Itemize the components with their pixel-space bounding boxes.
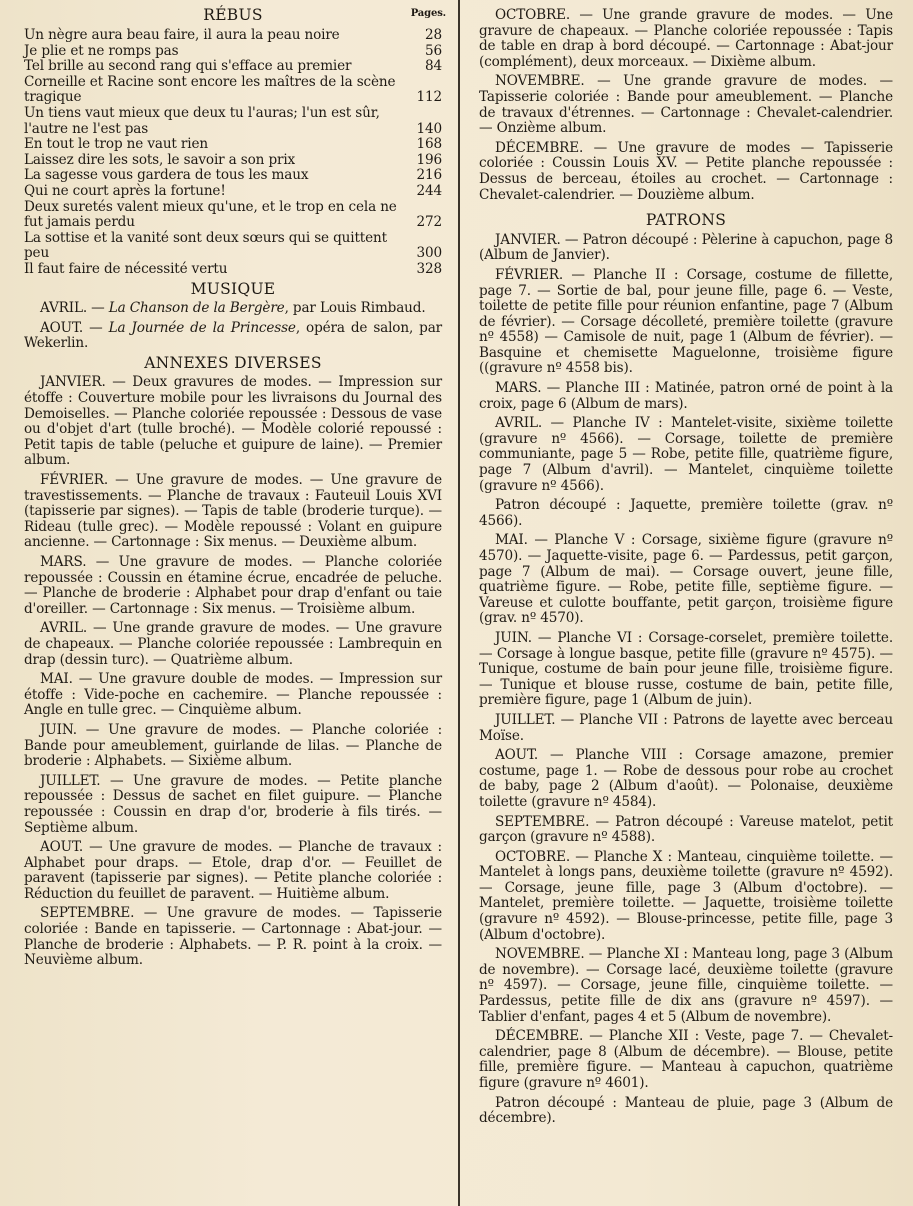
rebus-text: Je plie et ne romps pas [24, 42, 179, 59]
rebus-text: En tout le trop ne vaut rien [24, 136, 208, 153]
rebus-page: 56 [425, 42, 442, 59]
rebus-item [24, 28, 442, 44]
annexe-entry: JANVIER. — Deux gravures de modes. — Impression sur étoffe : Couverture mobile pour les livraisons du Journal des Demoiselles. — Planche coloriée repoussée : Dessous de vase ou d'objet d'art (tulle broché). — Modèle colorié repoussé : Petit tapis de table (peluche et guipure de laine). — Premier album. [24, 374, 442, 469]
rebus-text: Laissez dire les sots, le savoir a son prix [24, 151, 296, 168]
musique-item [24, 321, 442, 352]
patron-entry: Patron découpé : Jaquette, première toilette (grav. nº 4566). [479, 497, 893, 529]
rebus-page: 272 [416, 214, 442, 231]
rebus-page: 168 [416, 136, 442, 153]
annexe-entry: SEPTEMBRE. — Une gravure de modes. — Tapisserie coloriée : Bande en tapisserie. — Cartonnage : Abat-jour. — Planche de broderie : Alphabets. — P. R. point à la croix. — Neuvième album. [24, 905, 442, 969]
rebus-item [24, 137, 442, 153]
rebus-item [24, 168, 442, 184]
musique-month: AOUT. — [40, 319, 103, 336]
patron-entry: SEPTEMBRE. — Patron découpé : Vareuse matelot, petit garçon (gravure nº 4588). [479, 813, 893, 846]
patron-entry: AOUT. — Planche VIII : Corsage amazone, premier costume, page 1. — Robe de dessous pour robe au crochet de baby, page 2 (Album d'août). — Polonaise, deuxième toilette (gravure nº 4584). [479, 747, 893, 810]
annexe-entry: FÉVRIER. — Une gravure de modes. — Une gravure de travestissements. — Planche de travaux : Fauteuil Louis XVI (tapisserie par signes). — Tapis de table (broderie turque). — Rideau (tulle grec). — Modèle repoussé : Volant en guipure ancienne. — Cartonnage : Six menus. — Deuxième album. [24, 472, 442, 551]
right-column [479, 8, 893, 1200]
rebus-page: 196 [416, 151, 442, 168]
rebus-item [24, 153, 442, 169]
patron-entry: MARS. — Planche III : Matinée, patron orné de point à la croix, page 6 (Album de mars). [479, 380, 893, 412]
annexe-entry: DÉCEMBRE. — Une gravure de modes — Tapisserie coloriée : Coussin Louis XV. — Petite planche repoussée : Dessus de berceau, étoiles au crochet. — Cartonnage : Chevalet-calendrier. — Douzième album. [479, 139, 893, 203]
patron-entry: AVRIL. — Planche IV : Mantelet-visite, sixième toilette (gravure nº 4566). — Corsage, toilette de première communiante, page 5 — Robe, petite fille, quatrième figure, page 7 (Album d'avril). — Mantelet, cinquième toilette (gravure nº 4566). [479, 415, 893, 494]
rebus-text: Il faut faire de nécessité vertu [24, 260, 228, 277]
rebus-page: 300 [416, 245, 442, 262]
patron-entry: NOVEMBRE. — Planche XI : Manteau long, page 3 (Album de novembre). — Corsage lacé, deuxième toilette (gravure nº 4597). — Corsage, jeune fille, cinquième toilette. — Pardessus, petite fille de dix ans (gravure nº 4597). — Tablier d'enfant, pages 4 et 5 (Album de novembre). [479, 946, 893, 1025]
patron-entry: FÉVRIER. — Planche II : Corsage, costume de fillette, page 7. — Sortie de bal, pour jeune fille, page 6. — Veste, toilette de petite fille pour réunion enfantine, page 7 (Album de février). — Corsage décolleté, première toilette (gravure nº 4558) — Camisole de nuit, page 1 (Album de février). — Basquine et chemisette Maguelonne, troisième figure ((gravure nº 4558 bis). [479, 266, 893, 377]
musique-work: La Journée de la Princesse [108, 319, 296, 336]
patrons-title: PATRONS [645, 211, 727, 230]
rebus-item [24, 75, 442, 106]
rebus-text: Un nègre aura beau faire, il aura la peau noire [24, 27, 340, 43]
rebus-item [24, 106, 442, 137]
annexe-entry: AOUT. — Une gravure de modes. — Planche de travaux : Alphabet pour draps. — Etole, drap d'or. — Feuillet de paravent (tapisserie par signes). — Petite planche coloriée : Réduction du feuillet de paravent. — Huitième album. [24, 839, 442, 902]
patron-entry: JUIN. — Planche VI : Corsage-corselet, première toilette. — Corsage à longue basque, petite fille (gravure nº 4575). — Tunique, costume de bain pour jeune fille, troisième figure. — Tunique et blouse russe, costume de bain, petite fille, première figure, page 1 (Album de juin). [479, 629, 893, 709]
column-divider [458, 0, 460, 1206]
rebus-page: 216 [416, 167, 442, 184]
pages-label: Pages. [410, 8, 446, 19]
rebus-page: 84 [425, 58, 442, 75]
patron-entry: Patron découpé : Manteau de pluie, page 3 (Album de décembre). [479, 1094, 893, 1127]
rebus-header [24, 6, 446, 28]
annexe-entry: AVRIL. — Une grande gravure de modes. — Une gravure de chapeaux. — Planche coloriée repoussée : Lambrequin en drap (dessin turc). — Quatrième album. [24, 620, 442, 668]
rebus-item [24, 200, 442, 231]
musique-month: AVRIL. — [40, 300, 105, 317]
rebus-text: La sottise et la vanité sont deux sœurs qui se quittent peu [24, 229, 387, 262]
patron-entry: JUILLET. — Planche VII : Patrons de layette avec berceau Moïse. [479, 711, 893, 744]
annexes-title: ANNEXES DIVERSES [144, 353, 322, 372]
annexe-entry: MARS. — Une gravure de modes. — Planche coloriée repoussée : Coussin en étamine écrue, encadrée de peluche. — Planche de broderie : Alphabet pour drap d'enfant ou taie d'oreiller. — Cartonnage : Six menus. — Troisième album. [24, 554, 442, 617]
rebus-text: Deux suretés valent mieux qu'une, et le trop en cela ne fut jamais perdu [24, 198, 397, 231]
patron-entry: OCTOBRE. — Planche X : Manteau, cinquième toilette. — Mantelet à longs pans, deuxième toilette (gravure nº 4592). — Corsage, jeune fille, page 3 (Album d'octobre). — Mantelet, première toilette. — Jaquette, troisième toilette (gravure nº 4592). — Blouse-princesse, petite fille, page 3 (Album d'octobre). [479, 848, 893, 943]
musique-credit: , opéra de salon, par Wekerlin. [24, 319, 442, 352]
rebus-text: Tel brille au second rang qui s'efface au premier [24, 58, 352, 75]
annexe-entry: JUILLET. — Une gravure de modes. — Petite planche repoussée : Dessus de sachet en filet guipure. — Planche repoussée : Coussin en drap d'or, broderie à fils tirés. — Septième album. [24, 772, 442, 836]
annexe-entry: NOVEMBRE. — Une grande gravure de modes. — Tapisserie coloriée : Bande pour ameublement. — Planche de travaux d'étrennes. — Cartonnage : Chevalet-calendrier. — Onzième album. [479, 73, 893, 137]
rebus-item [24, 184, 442, 200]
rebus-item [24, 44, 442, 60]
rebus-page: 140 [416, 120, 442, 137]
patron-entry: JANVIER. — Patron découpé : Pèlerine à capuchon, page 8 (Album de Janvier). [479, 231, 893, 264]
rebus-item [24, 262, 442, 278]
rebus-item [24, 231, 442, 262]
patron-entry: MAI. — Planche V : Corsage, sixième figure (gravure nº 4570). — Jaquette-visite, page 6. — Pardessus, petit garçon, page 7 (Album de mai). — Corsage ouvert, jeune fille, quatrième figure. — Robe, petite fille, septième figure. — Vareuse et culotte bouffante, petit garçon, troisième figure (grav. nº 4570). [479, 532, 893, 627]
rebus-item [24, 59, 442, 75]
rebus-page: 328 [416, 260, 442, 277]
rebus-text: La sagesse vous gardera de tous les maux [24, 167, 309, 184]
musique-work: La Chanson de la Bergère [108, 300, 285, 317]
rebus-page: 112 [416, 89, 442, 106]
rebus-page: 28 [425, 27, 442, 43]
rebus-text: Qui ne court après la fortune! [24, 182, 226, 199]
musique-item [24, 301, 442, 317]
annexe-entry: OCTOBRE. — Une grande gravure de modes. — Une gravure de chapeaux. — Planche coloriée repoussée : Tapis de table en drap à bord découpé. — Cartonnage : Abat-jour (complément), deux morceaux. — Dixième album. [479, 7, 893, 70]
patron-entry: DÉCEMBRE. — Planche XII : Veste, page 7. — Chevalet-calendrier, page 8 (Album de décembre). — Blouse, petite fille, première figure. — Manteau à capuchon, quatrième figure (gravure nº 4601). [479, 1028, 893, 1091]
musique-credit: , par Louis Rimbaud. [284, 300, 426, 317]
rebus-title: RÉBUS [203, 6, 263, 24]
annexe-entry: JUIN. — Une gravure de modes. — Planche coloriée : Bande pour ameublement, guirlande de lilas. — Planche de broderie : Alphabets. — Sixième album. [24, 721, 442, 770]
rebus-text: Corneille et Racine sont encore les maîtres de la scène tragique [24, 73, 396, 106]
musique-title: MUSIQUE [190, 279, 276, 298]
annexe-entry: MAI. — Une gravure double de modes. — Impression sur étoffe : Vide-poche en cachemire. — Planche repoussée : Angle en tulle grec. — Cinquième album. [24, 671, 442, 719]
rebus-text: Un tiens vaut mieux que deux tu l'auras; l'un est sûr, l'autre ne l'est pas [24, 104, 380, 137]
rebus-list [24, 28, 442, 278]
rebus-page: 244 [416, 182, 442, 199]
left-column [24, 6, 446, 1200]
